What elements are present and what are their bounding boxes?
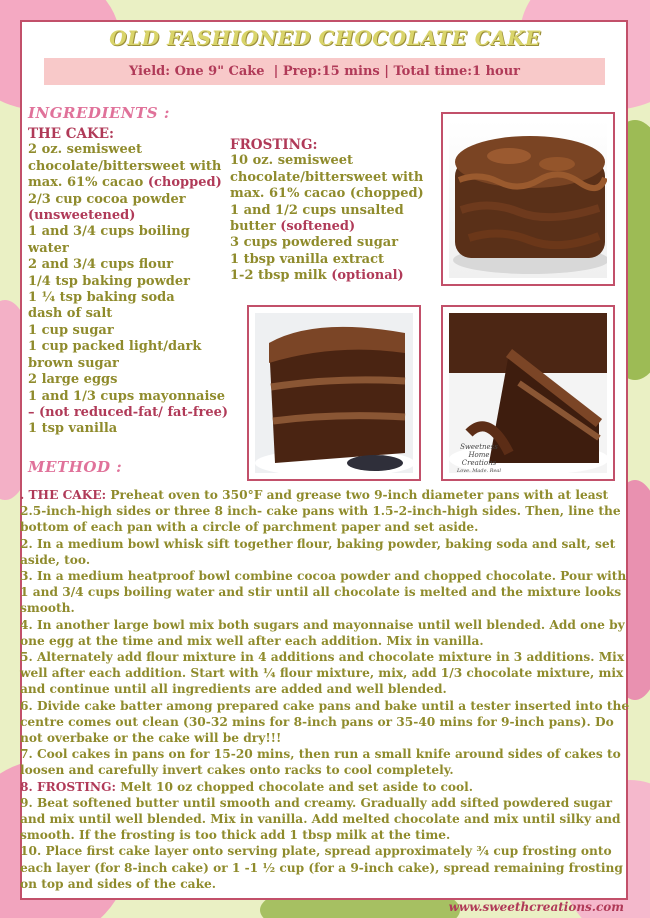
method-step-text: 4. In another large bowl mix both sugars and mayonnaise until well blended. Add one by one egg at the time and mix well after each addition. Mix in vanilla. (20, 617, 625, 648)
watermark-line2: Creations (461, 459, 497, 467)
cake-item (28, 421, 228, 437)
frosting-item (230, 252, 440, 268)
ingredients-heading: INGREDIENTS : (28, 104, 170, 122)
frosting-item-text: 1-2 tbsp milk (230, 268, 327, 284)
cake-item (28, 372, 228, 388)
yield-text: Yield: One 9" Cake | Prep:15 mins | Total time:1 hour (128, 64, 521, 79)
cake-item (28, 274, 228, 290)
cake-item-text: 2 and 3/4 cups flour (28, 257, 174, 273)
cake-item-text: 1 cup packed light/dark brown sugar (28, 339, 202, 371)
cake-slice-illustration (255, 313, 413, 473)
photo-watermark (449, 443, 509, 473)
method-step-text: 10. Place first cake layer onto serving plate, spread approximately ¾ cup frosting onto each layer (for 8-inch cake) or 1 -1 ½ cup (for a 9-inch cake), spread remaining frosting on top and sides of the cake. (20, 844, 623, 891)
method-step (20, 649, 632, 698)
cake-item (28, 142, 228, 191)
cake-item (28, 224, 228, 257)
cake-item-text: 1 ¼ tsp baking soda (28, 290, 175, 306)
method-step-text: 3. In a medium heatproof bowl combine cocoa powder and chopped chocolate. Pour with 1 and 3/4 cups boiling water and stir until all chocolate is melted and the mixture looks smooth. (20, 569, 627, 616)
whole-cake-photo (441, 112, 615, 286)
frosting-heading: FROSTING: (230, 137, 318, 153)
cake-item (28, 257, 228, 273)
cake-slice-photo (247, 305, 421, 481)
frosting-item-note: (optional) (331, 268, 404, 284)
cake-item-note: – (not reduced-fat/ fat-free) (28, 404, 229, 420)
frosting-item-text: 3 cups powdered sugar (230, 235, 399, 251)
cake-heading: THE CAKE: (28, 126, 115, 142)
footer-url: www.sweethcreations.com (448, 900, 624, 914)
cake-item-text: 1 tsp vanilla (28, 421, 118, 437)
cake-item-text: dash of salt (28, 306, 113, 322)
method-steps (20, 487, 632, 892)
page-title: OLD FASHIONED CHOCOLATE CAKE (109, 26, 541, 50)
method-step-lead: 8. FROSTING: (20, 779, 116, 794)
frosting-ingredients (230, 137, 440, 285)
cake-item-note: (unsweetened) (28, 208, 136, 224)
cake-item-text: 1/4 tsp baking powder (28, 273, 190, 289)
method-step-text: 6. Divide cake batter among prepared cake pans and bake until a tester inserted into the centre comes out clean (30-32 mins for 8-inch pans or 35-40 mins for 9-inch pans). Do not overbake or the cake will be dry!!! (20, 698, 630, 746)
cake-item (28, 323, 228, 339)
frosting-item-text: 10 oz. semisweet chocolate/bittersweet with max. 61% cacao (chopped) (230, 153, 424, 202)
frosting-ingredient-list (230, 153, 440, 284)
cake-item-text: 1 and 1/3 cups mayonnaise (28, 388, 225, 404)
cake-ingredient-list (28, 142, 228, 437)
yield-bar (44, 58, 605, 85)
cake-item (28, 389, 228, 422)
method-step (20, 843, 632, 892)
cake-item-text: 1 and 3/4 cups boiling water (28, 224, 190, 256)
cake-ingredients (28, 126, 228, 438)
frosting-item-text: 1 tbsp vanilla extract (230, 251, 385, 267)
frosting-item-text: 1 and 1/2 cups unsalted butter (230, 202, 404, 235)
whole-cake-illustration (449, 120, 607, 278)
method-step-text: Melt 10 oz chopped chocolate and set aside to cool. (115, 779, 474, 794)
cake-item (28, 339, 228, 372)
frosting-item (230, 153, 440, 202)
method-step (20, 536, 632, 568)
method-step-text: Preheat oven to 350°F and grease two 9-inch diameter pans with at least 2.5-inch-high sides or three 8 inch- cake pans with 1.5-2-inch-high sides. Then, line the bottom of each pan with a circle of parchment paper and set aside. (20, 488, 621, 535)
watermark-line3: Love. Made. Real (456, 468, 502, 473)
cake-slice-plate-photo (441, 305, 615, 481)
method-step (20, 617, 632, 649)
frosting-item (230, 268, 440, 284)
cake-item-note: (chopped) (147, 175, 222, 191)
cake-item-text: 1 cup sugar (28, 322, 114, 338)
watermark-line1: Sweetness Home (460, 443, 498, 459)
frosting-item-note: (softened) (280, 219, 356, 235)
method-step (20, 779, 632, 795)
method-step (20, 568, 632, 617)
method-step (20, 746, 632, 778)
method-step-text: 9. Beat softened butter until smooth and creamy. Gradually add sifted powdered sugar and mix until well blended. Mix in vanilla. Add melted chocolate and mix until silky and smooth. If the frosting is too thick add 1 tbsp milk at the time. (20, 795, 621, 843)
method-step (20, 795, 632, 844)
cake-item (28, 192, 228, 225)
method-step-lead: . THE CAKE: (20, 488, 107, 502)
method-step (20, 698, 632, 747)
cake-item-text: 2 oz. semisweet chocolate/bittersweet with max. 61% cacao (28, 142, 222, 191)
method-heading: METHOD : (28, 458, 123, 476)
cake-item (28, 306, 228, 322)
cake-item-text: 2 large eggs (28, 372, 118, 388)
method-step-text: 5. Alternately add flour mixture in 4 additions and chocolate mixture in 3 additions. Mix well after each addition. Start with ¼ flour mixture, mix, add 1/3 chocolate mixture, mix and continue until all ingredients are added and well blended. (20, 650, 625, 697)
method-step-text: 7. Cool cakes in pans on for 15-20 mins, then run a small knife around sides of cakes to loosen and carefully invert cakes onto racks to cool completely. (20, 747, 621, 778)
method-step-text: 2. In a medium bowl whisk sift together flour, baking powder, baking soda and salt, set aside, too. (20, 536, 616, 567)
frosting-item (230, 203, 440, 236)
frosting-item (230, 235, 440, 251)
method-step (20, 487, 632, 536)
cake-item (28, 290, 228, 306)
cake-item-text: 2/3 cup cocoa powder (28, 191, 186, 207)
